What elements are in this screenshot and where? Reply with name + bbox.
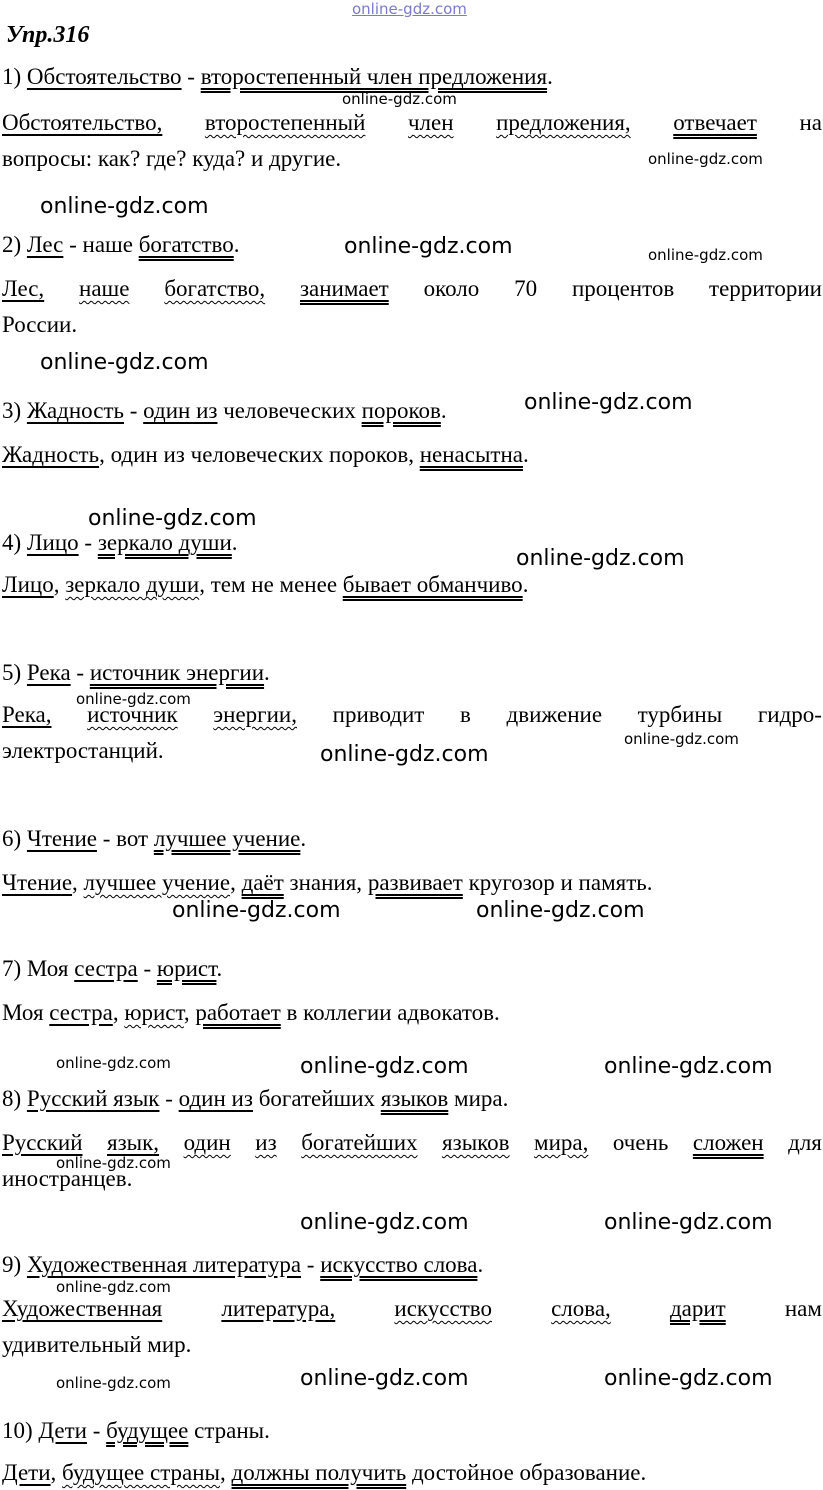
watermark: online-gdz.com	[56, 1054, 171, 1072]
item-7-header: 7) Моя сестра - юрист.	[2, 956, 223, 981]
item-2-sentence-line1: Лес, наше богатство, занимает около 70 процентов территории	[2, 276, 822, 301]
watermark: online-gdz.com	[300, 1054, 469, 1079]
item-10-header: 10) Дети - будущее страны.	[2, 1418, 270, 1443]
item-10-sentence: Дети, будущее страны, должны получить достойное образование.	[2, 1460, 647, 1485]
item-7-sentence: Моя сестра, юрист, работает в коллегии адвокатов.	[2, 1000, 500, 1025]
watermark: online-gdz.com	[524, 390, 693, 415]
item-1-sentence-line2: вопросы: как? где? куда? и другие.	[2, 146, 342, 171]
item-1-predicate: второстепенный член предложения	[200, 64, 548, 89]
item-6-header: 6) Чтение - вот лучшее учение.	[2, 826, 307, 851]
watermark: online-gdz.com	[88, 506, 257, 531]
item-4-sentence: Лицо, зеркало души, тем не менее бывает обманчиво.	[2, 572, 529, 597]
item-9-sentence-line2: удивительный мир.	[2, 1332, 192, 1357]
watermark: online-gdz.com	[40, 194, 209, 219]
watermark: online-gdz.com	[76, 690, 191, 708]
item-4-header: 4) Лицо - зеркало души.	[2, 530, 238, 555]
watermark: online-gdz.com	[56, 1278, 171, 1296]
item-5-header: 5) Река - источник энергии.	[2, 660, 270, 685]
watermark: online-gdz.com	[648, 246, 763, 264]
watermark: online-gdz.com	[344, 234, 513, 259]
item-8-sentence-line1: Русский язык, один из богатейших языков мира, очень сложен для	[2, 1130, 822, 1155]
watermark: online-gdz.com	[476, 898, 645, 923]
item-9-sentence-line1: Художественная литература, искусство слова, дарит нам	[2, 1296, 822, 1321]
item-2-sentence-line2: России.	[2, 312, 78, 337]
item-1-sentence-line1: Обстоятельство, второстепенный член предложения, отвечает на	[2, 110, 822, 135]
watermark: online-gdz.com	[40, 350, 209, 375]
item-5-sentence-line2: электростанций.	[2, 738, 164, 763]
item-5-sentence-line1: Река, источник энергии, приводит в движение турбины гидро-	[2, 702, 822, 727]
item-2-header: 2) Лес - наше богатство.	[2, 232, 240, 257]
item-3-sentence: Жадность, один из человеческих пороков, ненасытна.	[2, 442, 529, 467]
item-1-header: 1) Обстоятельство - второстепенный член предложения.	[2, 64, 553, 89]
watermark-top: online-gdz.com	[352, 0, 467, 18]
watermark: online-gdz.com	[604, 1366, 773, 1391]
item-8-header: 8) Русский язык - один из богатейших языков мира.	[2, 1086, 509, 1111]
watermark: online-gdz.com	[172, 898, 341, 923]
item-1-subject: Обстоятельство	[26, 64, 182, 89]
watermark: online-gdz.com	[516, 546, 685, 571]
watermark: online-gdz.com	[300, 1366, 469, 1391]
watermark: online-gdz.com	[56, 1154, 171, 1172]
item-3-header: 3) Жадность - один из человеческих пороков.	[2, 398, 447, 423]
watermark: online-gdz.com	[624, 730, 739, 748]
watermark: online-gdz.com	[604, 1210, 773, 1235]
exercise-title: Упр.316	[6, 22, 90, 48]
watermark: online-gdz.com	[300, 1210, 469, 1235]
item-6-sentence: Чтение, лучшее учение, даёт знания, развивает кругозор и память.	[2, 870, 653, 895]
item-8-sentence-line2: иностранцев.	[2, 1166, 133, 1191]
watermark: online-gdz.com	[342, 90, 457, 108]
watermark: online-gdz.com	[56, 1374, 171, 1392]
watermark: online-gdz.com	[320, 742, 489, 767]
watermark: online-gdz.com	[604, 1054, 773, 1079]
watermark: online-gdz.com	[648, 150, 763, 168]
item-9-header: 9) Художественная литература - искусство слова.	[2, 1252, 484, 1277]
